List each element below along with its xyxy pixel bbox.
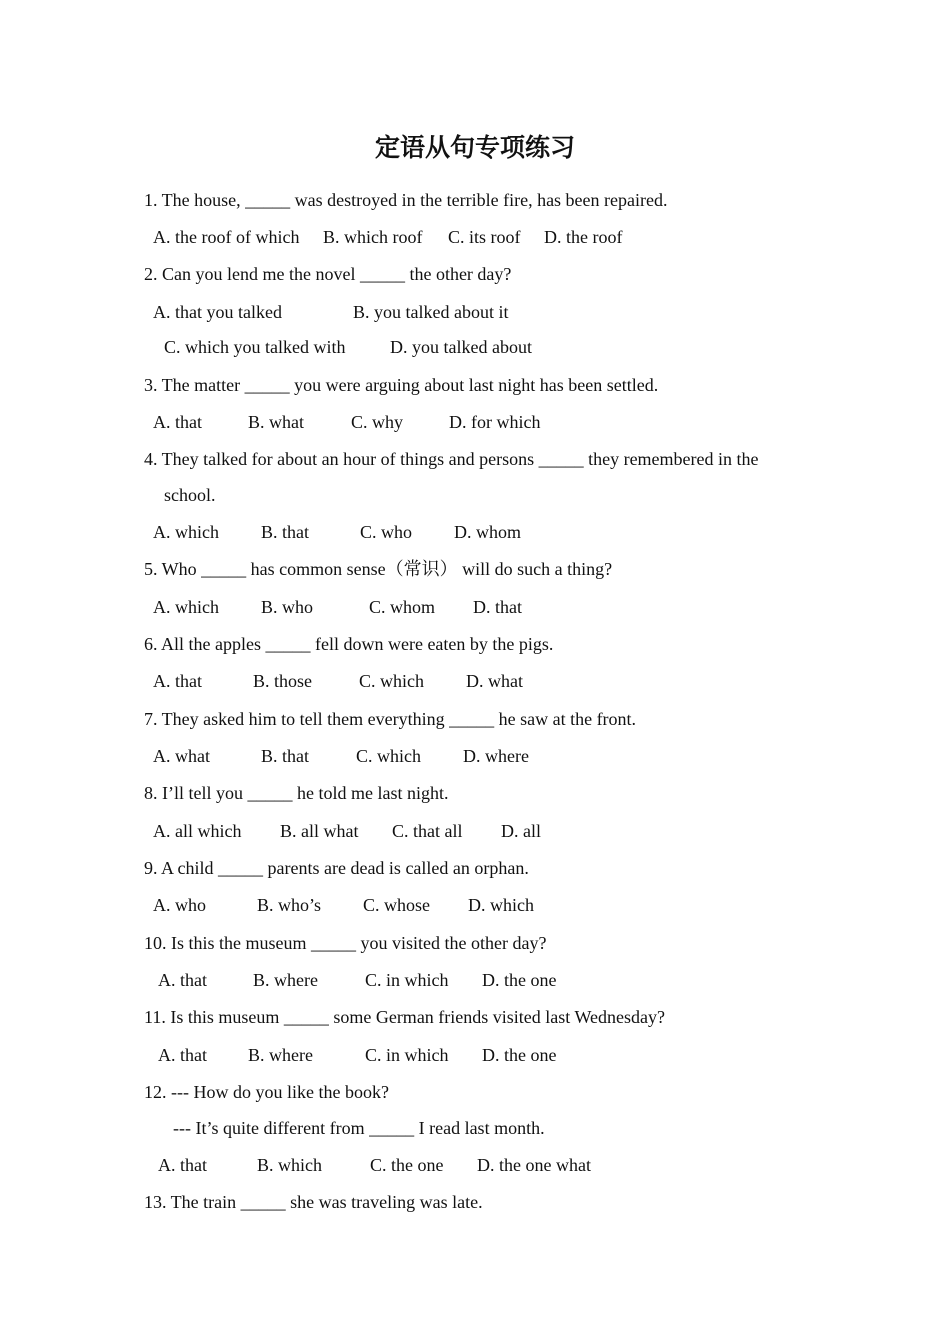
option-c: C. that all <box>392 821 463 841</box>
option-a: A. which <box>153 522 219 542</box>
question-7-stem: 7. They asked him to tell them everything _____ he saw at the front. <box>144 709 637 729</box>
option-d: D. you talked about <box>390 337 532 357</box>
question-12-stem: 12. --- How do you like the book? <box>144 1082 389 1102</box>
question-4-stem: 4. They talked for about an hour of things and persons _____ they remembered in the <box>144 449 759 469</box>
option-b: B. all what <box>280 821 359 841</box>
option-c: C. its roof <box>448 227 521 247</box>
option-b: B. you talked about it <box>353 302 509 322</box>
option-a: A. who <box>153 895 206 915</box>
option-b: B. that <box>261 522 309 542</box>
option-c: C. who <box>360 522 413 542</box>
question-3-stem: 3. The matter _____ you were arguing about last night has been settled. <box>144 375 659 395</box>
option-c: C. which <box>356 746 421 766</box>
option-c: C. whom <box>369 597 436 617</box>
option-d: D. the one what <box>477 1155 591 1175</box>
option-d: D. whom <box>454 522 521 542</box>
option-c: C. the one <box>370 1155 444 1175</box>
option-c: C. whose <box>363 895 430 915</box>
option-a: A. the roof of which <box>153 227 300 247</box>
option-a: A. that <box>158 1045 207 1065</box>
question-11-stem: 11. Is this museum _____ some German friends visited last Wednesday? <box>144 1007 665 1027</box>
option-b: B. which roof <box>323 227 423 247</box>
option-a: A. that <box>158 970 207 990</box>
option-b: B. who <box>261 597 314 617</box>
option-c: C. which you talked with <box>164 337 346 357</box>
option-c: C. which <box>359 671 424 691</box>
question-13-stem: 13. The train _____ she was traveling was late. <box>144 1192 483 1212</box>
option-d: D. where <box>463 746 529 766</box>
option-a: A. that <box>158 1155 207 1175</box>
option-d: D. what <box>466 671 523 691</box>
question-10-stem: 10. Is this the museum _____ you visited the other day? <box>144 933 547 953</box>
option-a: A. that you talked <box>153 302 282 322</box>
question-8-stem: 8. I’ll tell you _____ he told me last night. <box>144 783 449 803</box>
option-d: D. the roof <box>544 227 623 247</box>
question-5-stem: 5. Who _____ has common sense（常识） will do such a thing? <box>144 559 613 579</box>
option-d: D. that <box>473 597 522 617</box>
question-12-stem-continued: --- It’s quite different from _____ I read last month. <box>173 1118 545 1138</box>
question-2-stem: 2. Can you lend me the novel _____ the other day? <box>144 264 512 284</box>
option-b: B. what <box>248 412 304 432</box>
option-c: C. in which <box>365 970 449 990</box>
page-title: 定语从句专项练习 <box>374 135 575 162</box>
option-a: A. that <box>153 671 202 691</box>
option-b: B. who’s <box>257 895 322 915</box>
option-d: D. all <box>501 821 541 841</box>
option-d: D. the one <box>482 970 557 990</box>
option-a: A. all which <box>153 821 242 841</box>
question-9-stem: 9. A child _____ parents are dead is called an orphan. <box>144 858 529 878</box>
option-b: B. that <box>261 746 309 766</box>
option-b: B. those <box>253 671 313 691</box>
option-d: D. for which <box>449 412 541 432</box>
option-b: B. where <box>248 1045 313 1065</box>
option-a: A. which <box>153 597 219 617</box>
option-d: D. the one <box>482 1045 557 1065</box>
option-d: D. which <box>468 895 534 915</box>
option-c: C. why <box>351 412 404 432</box>
option-a: A. what <box>153 746 210 766</box>
question-1-stem: 1. The house, _____ was destroyed in the terrible fire, has been repaired. <box>144 190 668 210</box>
question-4-stem-continued: school. <box>164 485 216 505</box>
option-c: C. in which <box>365 1045 449 1065</box>
question-6-stem: 6. All the apples _____ fell down were eaten by the pigs. <box>144 634 554 654</box>
option-b: B. where <box>253 970 318 990</box>
option-b: B. which <box>257 1155 322 1175</box>
option-a: A. that <box>153 412 202 432</box>
